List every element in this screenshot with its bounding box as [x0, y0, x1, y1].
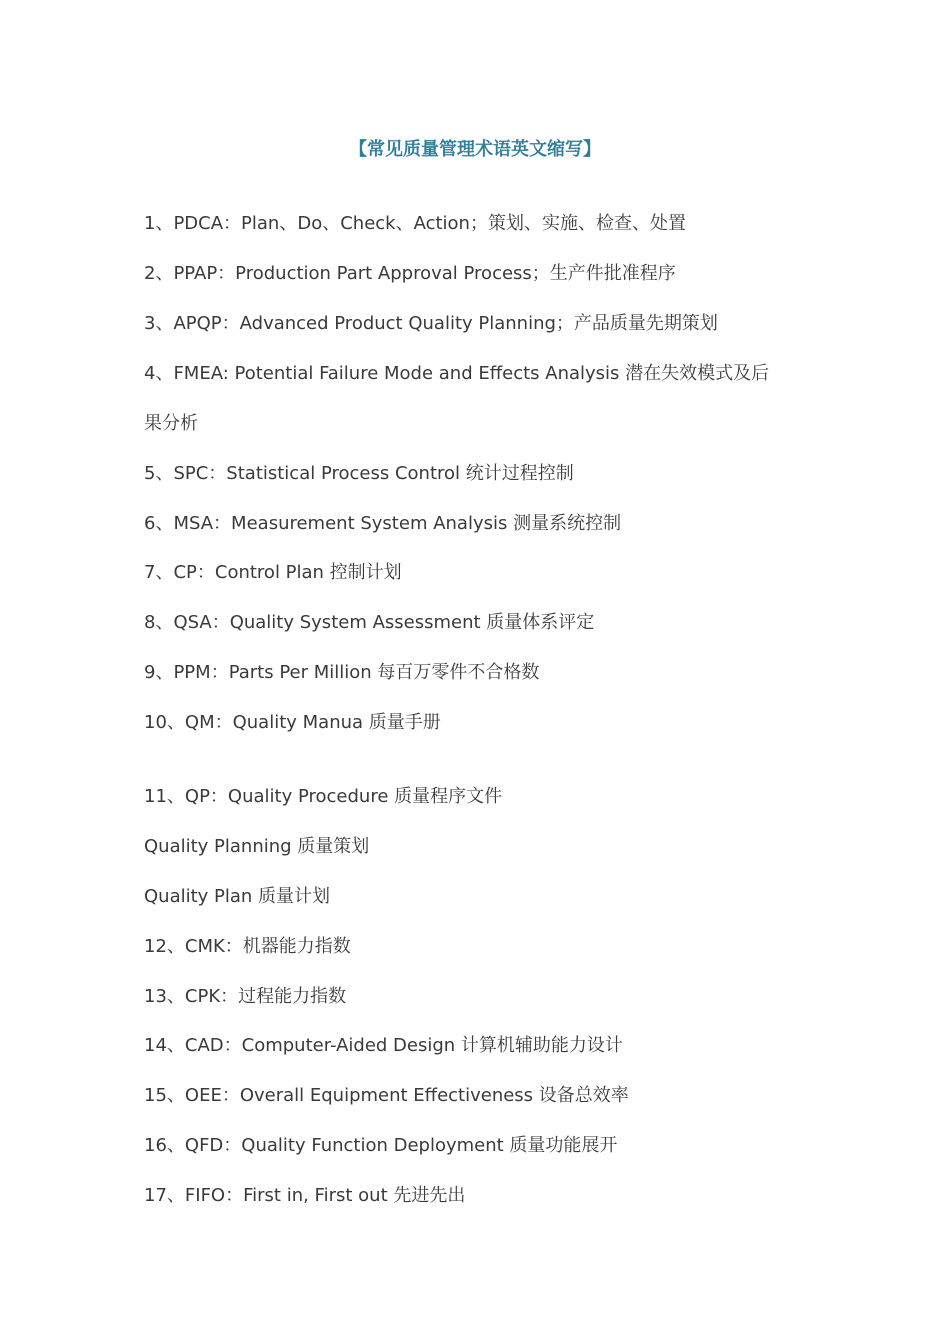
- term-line-cad: 14、CAD：Computer-Aided Design 计算机辅助能力设计: [144, 1035, 623, 1056]
- term-line-qfd: 16、QFD：Quality Function Deployment 质量功能展开: [144, 1135, 618, 1156]
- term-line-cpk: 13、CPK：过程能力指数: [144, 986, 347, 1007]
- document-title: 【常见质量管理术语英文缩写】: [349, 139, 601, 160]
- term-line-cp: 7、CP：Control Plan 控制计划: [144, 562, 402, 583]
- term-line-qsa: 8、QSA：Quality System Assessment 质量体系评定: [144, 612, 595, 633]
- term-line-ppm: 9、PPM：Parts Per Million 每百万零件不合格数: [144, 662, 540, 683]
- term-line-ppap: 2、PPAP：Production Part Approval Process；生产件批准程序: [144, 263, 676, 284]
- term-line-fmea-continued: 果分析: [144, 413, 198, 434]
- term-line-qm: 10、QM：Quality Manua 质量手册: [144, 712, 441, 733]
- term-line-quality-planning: Quality Planning 质量策划: [144, 836, 370, 857]
- term-line-spc: 5、SPC：Statistical Process Control 统计过程控制: [144, 463, 574, 484]
- term-line-fmea: 4、FMEA: Potential Failure Mode and Effects Analysis 潜在失效模式及后: [144, 363, 770, 384]
- term-line-oee: 15、OEE：Overall Equipment Effectiveness 设备总效率: [144, 1085, 629, 1106]
- term-line-cmk: 12、CMK：机器能力指数: [144, 936, 351, 957]
- term-line-apqp: 3、APQP：Advanced Product Quality Planning；产品质量先期策划: [144, 313, 718, 334]
- term-line-qp: 11、QP：Quality Procedure 质量程序文件: [144, 786, 503, 807]
- term-line-fifo: 17、FIFO：First in, First out 先进先出: [144, 1185, 466, 1206]
- term-line-pdca: 1、PDCA：Plan、Do、Check、Action；策划、实施、检查、处置: [144, 213, 686, 234]
- term-line-msa: 6、MSA：Measurement System Analysis 测量系统控制: [144, 513, 622, 534]
- term-line-quality-plan: Quality Plan 质量计划: [144, 886, 331, 907]
